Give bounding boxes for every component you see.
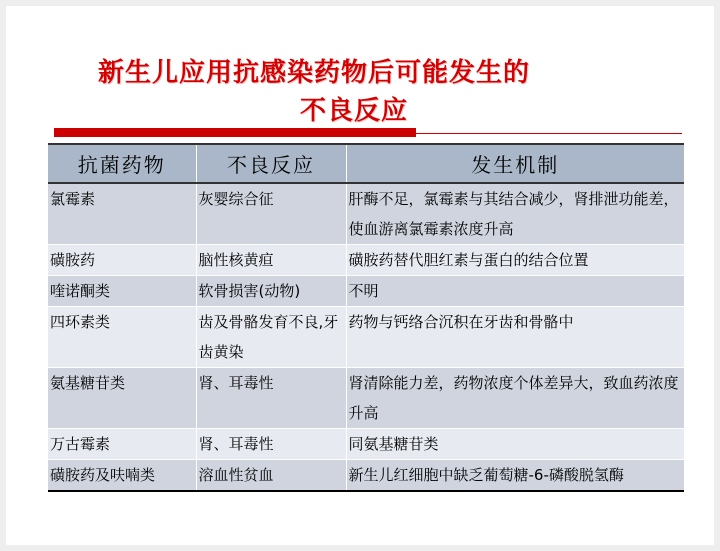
header-drug: 抗菌药物 [48,144,196,183]
cell-reaction: 溶血性贫血 [196,460,346,492]
cell-mechanism: 药物与钙络合沉积在牙齿和骨骼中 [346,307,684,368]
cell-drug: 万古霉素 [48,429,196,460]
cell-drug: 氨基糖苷类 [48,368,196,429]
table-row [48,307,684,368]
cell-reaction: 肾、耳毒性 [196,368,346,429]
table-header-row [48,144,684,183]
cell-drug: 氯霉素 [48,183,196,245]
cell-mechanism: 磺胺药替代胆红素与蛋白的结合位置 [346,245,684,276]
cell-reaction: 脑性核黄疸 [196,245,346,276]
table-row [48,429,684,460]
cell-reaction: 灰婴综合征 [196,183,346,245]
cell-drug: 磺胺药及呋喃类 [48,460,196,492]
cell-mechanism: 同氨基糖苷类 [346,429,684,460]
header-reaction: 不良反应 [196,144,346,183]
slide-title-line1: 新生儿应用抗感染药物后可能发生的 [97,58,530,88]
cell-mechanism: 肾清除能力差，药物浓度个体差异大，致血药浓度升高 [346,368,684,429]
table-row [48,460,684,492]
slide-title-line2: 不良反应 [299,96,408,126]
table-row [48,276,684,307]
cell-reaction: 软骨损害(动物) [196,276,346,307]
adverse-reaction-table [48,143,684,492]
header-mechanism: 发生机制 [346,144,684,183]
table-row [48,368,684,429]
table-row [48,245,684,276]
cell-mechanism: 新生儿红细胞中缺乏葡萄糖-6-磷酸脱氢酶 [346,460,684,492]
cell-mechanism: 不明 [346,276,684,307]
cell-reaction: 齿及骨骼发育不良,牙齿黄染 [196,307,346,368]
cell-reaction: 肾、耳毒性 [196,429,346,460]
table-row [48,183,684,245]
cell-mechanism: 肝酶不足，氯霉素与其结合减少，肾排泄功能差，使血游离氯霉素浓度升高 [346,183,684,245]
cell-drug: 四环素类 [48,307,196,368]
cell-drug: 磺胺药 [48,245,196,276]
title-underline [54,133,682,134]
cell-drug: 喹诺酮类 [48,276,196,307]
